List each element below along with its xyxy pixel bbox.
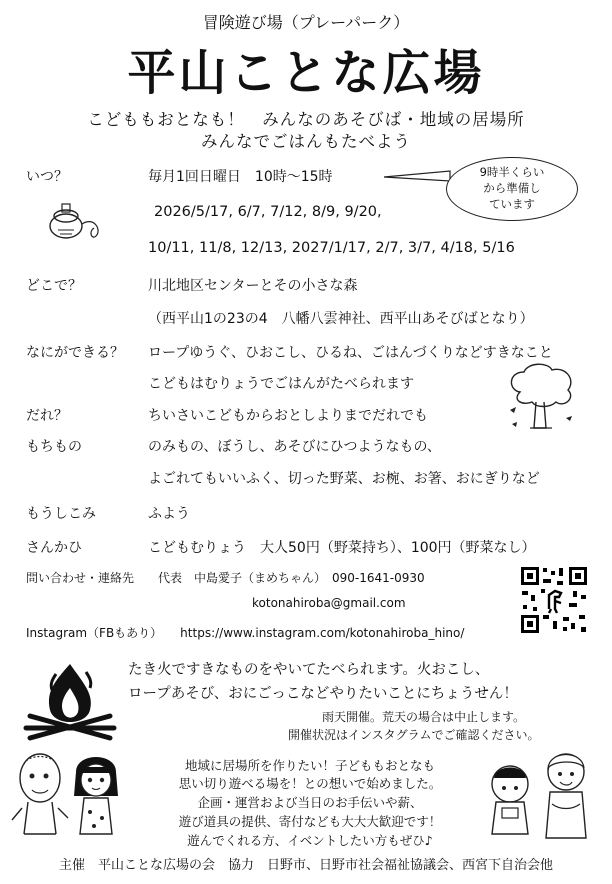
message-line-3: 企画・運営および当日のお手伝いや薪、 (197, 795, 423, 810)
tree-icon (500, 362, 590, 442)
campfire-icon (20, 654, 120, 744)
contact-email[interactable]: kotonahiroba@gmail.com (252, 596, 406, 610)
fee-text: こどもむりょう 大人50円（野菜持ち）、100円（野菜なし） (148, 540, 536, 556)
where-label: どこで？ (26, 278, 82, 294)
when-dates-1: 2026/5/17, 6/7, 7/12, 8/9, 9/20, (154, 204, 382, 220)
belongings-label: もちもの (26, 439, 82, 455)
when-dates-2: 10/11, 11/8, 12/13, 2027/1/17, 2/7, 3/7, 4/18, 5/16 (148, 240, 515, 256)
weather-line-1: 雨天開催。荒天の場合は中止します。 (322, 710, 526, 724)
stove-icon (44, 196, 108, 248)
instagram-line[interactable]: Instagram（FBもあり） https://www.instagram.com/kotonahiroba_hino/ (26, 626, 465, 640)
activities-list: ロープゆうぐ、ひおこし、ひるね、ごはんづくりなどすきなこと (148, 345, 553, 361)
registration-text: ふよう (148, 506, 190, 522)
belongings-1: のみもの、ぼうし、あそびにひつようなもの、 (148, 439, 441, 455)
event-subtitle: 冒険遊び場（プレーパーク） (202, 13, 410, 32)
registration-label: もうしこみ (26, 506, 96, 522)
fee-label: さんかひ (26, 540, 82, 556)
adult-illustration (480, 744, 600, 844)
tagline-line-2: みんなでごはんもたべよう (201, 132, 411, 151)
weather-line-2: 開催状況はインスタグラムでご確認ください。 (288, 728, 540, 742)
qr-code[interactable] (519, 565, 589, 635)
organizer-footer: 主催 平山ことな広場の会 協力 日野市、日野市社会福祉協議会、西宮下自治会他 (58, 858, 553, 873)
tagline-line-1: こどももおとなも！ みんなのあそびば・地域の居場所 (87, 110, 525, 129)
message-line-1: 地域に居場所を作りたい！子どももおとなも (184, 758, 435, 773)
contact-line: 問い合わせ・連絡先 代表 中島愛子（まめちゃん） 090-1641-0930 (26, 571, 425, 585)
bubble-line-3: ています (489, 197, 535, 211)
belongings-2: よごれてもいいふく、切った野菜、お椀、お箸、おにぎりなど (148, 471, 540, 487)
fire-line-1: たき火ですきなものをやいてたべられます。火おこし、 (128, 662, 490, 678)
who-label: だれ？ (26, 408, 68, 424)
free-meal-note: こどもはむりょうでごはんがたべられます (148, 376, 414, 392)
prep-time-bubble (446, 157, 578, 221)
who-text: ちいさいこどもからおとしよりまでだれでも (148, 408, 428, 424)
message-line-4: 遊び道具の提供、寄付なども大大大歓迎です！ (178, 814, 442, 829)
page-title: 平山ことな広場 (127, 45, 485, 101)
message-line-2: 思い切り遊べる場を！との想いで始めました。 (178, 776, 442, 791)
activities-label: なにができる？ (26, 345, 124, 361)
when-schedule: 毎月1回日曜日 10時～15時 (148, 169, 333, 185)
bubble-line-2: から準備し (483, 181, 541, 195)
bubble-line-1: 9時半くらい (479, 165, 545, 179)
child-illustration (10, 746, 130, 846)
fire-line-2: ロープあそび、おにごっこなどやりたいことにちょうせん！ (128, 686, 518, 702)
bubble-pointer (384, 165, 454, 185)
when-label: いつ？ (26, 169, 68, 185)
where-place: 川北地区センターとその小さな森 (148, 278, 358, 294)
message-line-5: 遊んでくれる方、イベントしたい方もぜひ♪ (187, 833, 433, 848)
where-address: （西平山1の23の4 八幡八雲神社、西平山あそびばとなり） (148, 311, 534, 327)
